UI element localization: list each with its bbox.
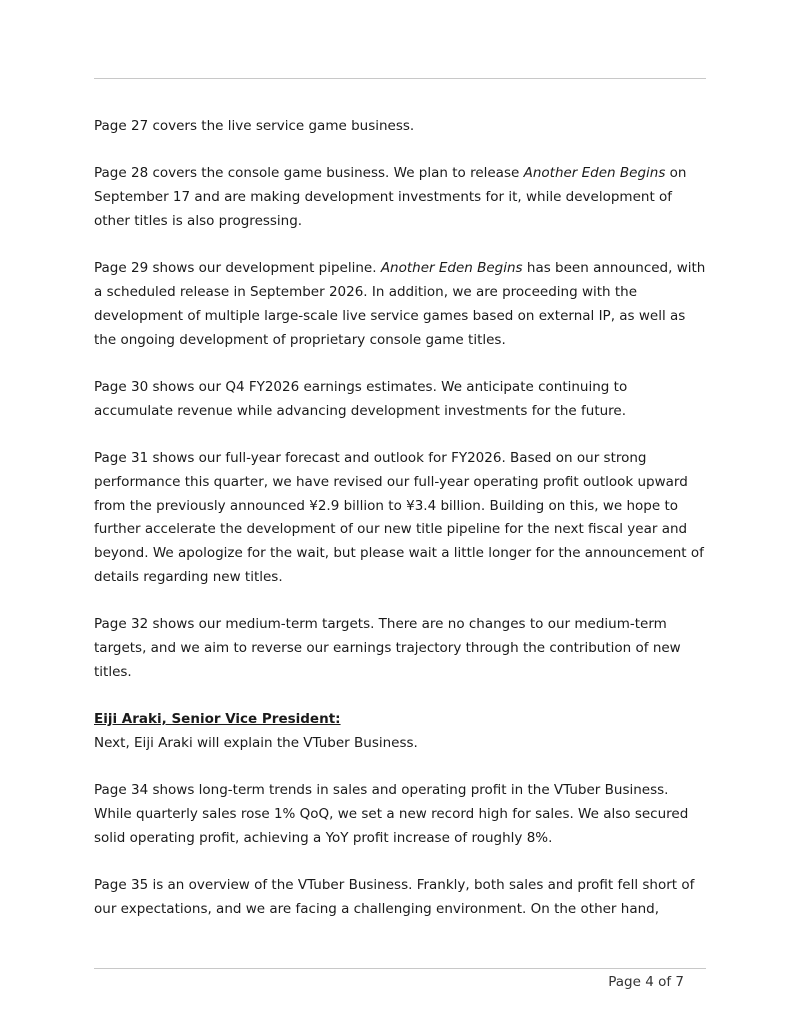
document-body [94,115,706,945]
paragraph-page-35: Page 35 is an overview of the VTuber Business. Frankly, both sales and profit fell short of our expectations, and we are facing a challenging environment. On the other hand, [94,877,695,917]
game-title: Another Eden Begins [523,165,666,182]
paragraph-text: Page 28 covers the console game business. We plan to release [94,165,524,182]
paragraph-page-30: Page 30 shows our Q4 FY2026 earnings estimates. We anticipate continuing to accumulate revenue while advancing development investments for the future. [94,378,628,419]
game-title: Another Eden Begins [380,260,523,277]
footer-rule [94,968,706,969]
header-rule [94,78,706,79]
speaker-section [94,708,706,756]
paragraph-page-32: Page 32 shows our medium-term targets. There are no changes to our medium-term targets, and we aim to reverse our earnings trajectory through the contribution of new titles. [94,616,681,680]
paragraph-text: Page 29 shows our development pipeline. [94,260,381,277]
speaker-heading: Eiji Araki, Senior Vice President: [94,711,341,728]
paragraph-page-31: Page 31 shows our full-year forecast and outlook for FY2026. Based on our strong performance this quarter, we have revised our full-year operating profit outlook upward from the previously announced ¥2.9 billion to ¥3.4 billion. Building on this, we hope to further accelerate the development of our new title pipeline for the next fiscal year and beyond. We apologize for the wait, but please wait a little longer for the announcement of details regarding new titles. [94,449,704,585]
paragraph-text: on September 17 and are making development investments for it, while development of other titles is also progressing. [94,165,687,229]
paragraph-page-29 [94,257,706,352]
paragraph-page-27: Page 27 covers the live service game business. [94,118,415,134]
speaker-intro: Next, Eiji Araki will explain the VTuber Business. [94,734,418,751]
paragraph-page-28 [94,162,706,233]
paragraph-page-34: Page 34 shows long-term trends in sales and operating profit in the VTuber Business. While quarterly sales rose 1% QoQ, we set a new record high for sales. We also secured solid operating profit, achieving a YoY profit increase of roughly 8%. [94,782,689,846]
page-number: Page 4 of 7 [608,974,684,990]
paragraph-text: has been announced, with a scheduled release in September 2026. In addition, we are proceeding with the development of multiple large-scale live service games based on external IP, as well as the ongoing development of proprietary console game titles. [94,260,706,348]
